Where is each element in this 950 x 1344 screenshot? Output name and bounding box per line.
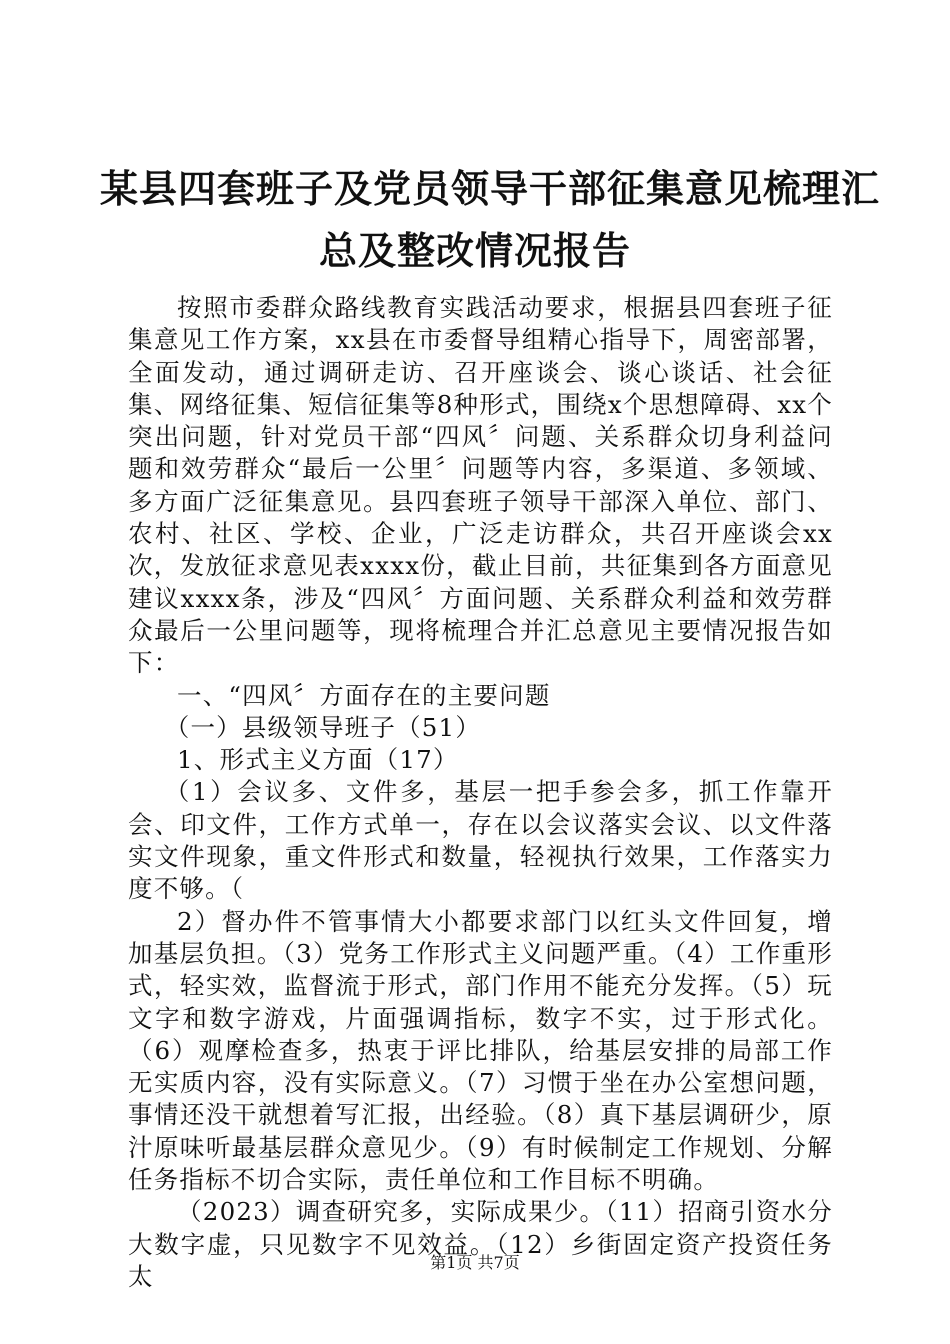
section-heading-1: 一、“四风〞方面存在的主要问题 (177, 680, 551, 710)
document-title-line-1: 某县四套班子及党员领导干部征集意见梳理汇 (100, 166, 881, 211)
item-heading-1: 1、形式主义方面（17） (177, 745, 459, 775)
paragraph-item-1: （1）会议多、文件多，基层一把手参会多，抓工作靠开会、印文件，工作方式单一，存在以会议落实会议、以文件落实文件现象，重文件形式和数量，轻视执行效果，工作落实力度不够。（ (128, 777, 833, 904)
paragraph-intro: 按照市委群众路线教育实践活动要求，根据县四套班子征集意见工作方案，xx县在市委督导组精心指导下，周密部署，全面发动，通过调研走访、召开座谈会、谈心谈话、社会征集、网络征集、短信征集等8种形式，围绕x个思想障碍、xx个突出问题，针对党员干部“四风〞问题、关系群众切身利益问题和效劳群众“最后一公里〞问题等内容，多渠道、多领域、多方面广泛征集意见。县四套班子领导干部深入单位、部门、农村、社区、学校、企业，广泛走访群众，共召开座谈会xx次，发放征求意见表xxxx份，截止目前，共征集到各方面意见建议xxxx条，涉及“四风〞方面问题、关系群众利益和效劳群众最后一公里问题等，现将梳理合并汇总意见主要情况报告如下： (128, 293, 833, 678)
document-title-line-2: 总及整改情况报告 (318, 228, 631, 273)
subsection-heading-1: （一）县级领导班子（51） (164, 712, 482, 742)
paragraph-item-2: 2）督办件不管事情大小都要求部门以红头文件回复，增加基层负担。（3）党务工作形式主义问题严重。（4）工作重形式，轻实效，监督流于形式，部门作用不能充分发挥。（5）玩文字和数字游戏，片面强调指标，数字不实，过于形式化。（6）观摩检查多，热衷于评比排队，给基层安排的局部工作无实质内容，没有实际意义。（7）习惯于坐在办公室想问题，事情还没干就想着写汇报，出经验。（8）真下基层调研少，原汁原味听最基层群众意见少。（9）有时候制定工作规划、分解任务指标不切合实际，责任单位和工作目标不明确。 (128, 906, 833, 1195)
page-footer: 第1页 共7页 (430, 1253, 520, 1272)
paragraph-item-3: （2023）调查研究多，实际成果少。（11）招商引资水分大数字虚，只见数字不见效益。（12）乡街固定资产投资任务太 (128, 1197, 833, 1291)
document-body (128, 292, 833, 1293)
